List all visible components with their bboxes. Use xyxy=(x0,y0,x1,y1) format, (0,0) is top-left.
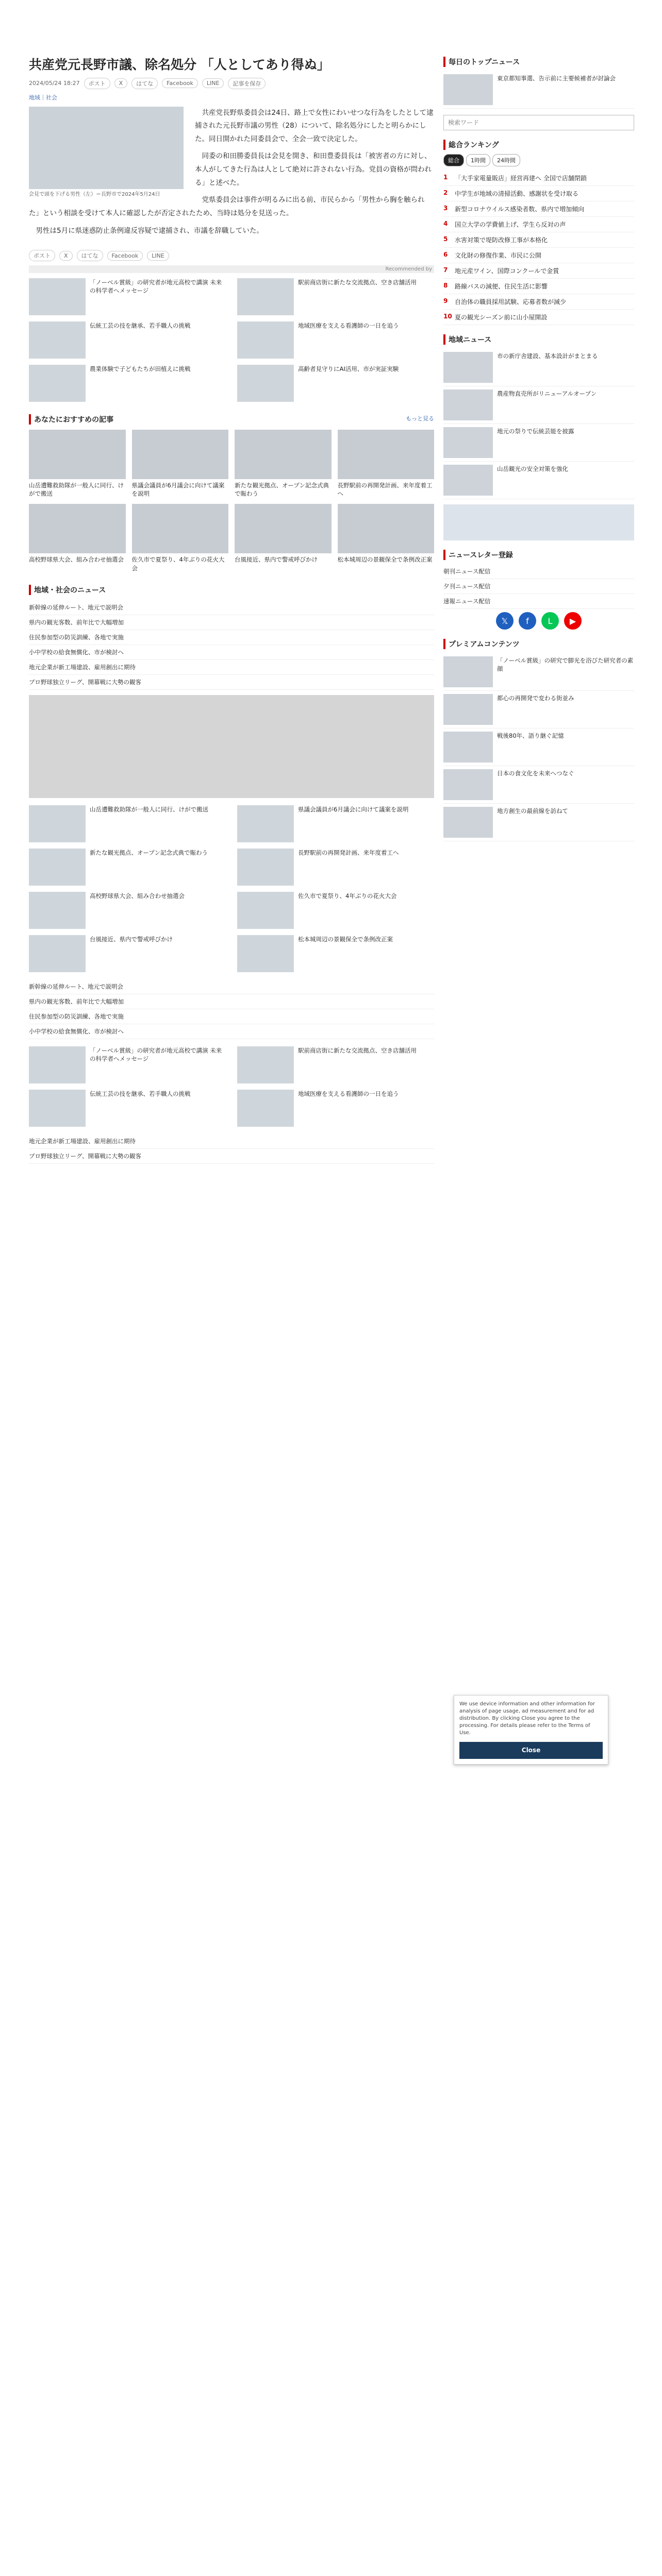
ranking-title: 総合ランキング xyxy=(443,140,634,150)
premium-card[interactable]: 都心の再開発で変わる街並み xyxy=(443,691,634,728)
save-article-button[interactable]: 記事を保存 xyxy=(228,78,266,89)
ranking-item[interactable]: 10 夏の観光シーズン前に山小屋開設 xyxy=(443,310,634,325)
feature-card[interactable]: 地域医療を支える看護師の一日を追う xyxy=(237,321,434,359)
article-photo xyxy=(29,107,184,189)
hatena-share-button[interactable]: はてな xyxy=(131,78,158,89)
feature-card[interactable]: 高齢者見守りにAI活用、市が実証実験 xyxy=(237,365,434,402)
article-tags[interactable]: 地域｜社会 xyxy=(29,94,57,101)
feature-card[interactable]: 山岳遭難救助隊が一般人に同行、けがで搬送 xyxy=(29,805,226,842)
ad-banner[interactable] xyxy=(29,695,434,798)
feature-card[interactable]: 駅前商店街に新たな交流拠点、空き店舗活用 xyxy=(237,1046,434,1083)
tab-overall[interactable]: 総合 xyxy=(443,154,464,166)
feature-card[interactable]: 長野駅前の再開発計画、来年度着工へ xyxy=(237,849,434,886)
photo-caption: 会見で頭を下げる男性（左）＝長野市で2024年5月24日 xyxy=(29,191,160,197)
share-bar xyxy=(84,78,266,89)
feature-card[interactable]: 伝統工芸の技を継承、若手職人の挑戦 xyxy=(29,1090,226,1127)
tab-1hour[interactable]: 1時間 xyxy=(466,154,490,166)
recommend-card[interactable]: 高校野球県大会、組み合わせ抽選会 xyxy=(29,504,126,572)
ranking-item[interactable]: 8 路線バスの減便、住民生活に影響 xyxy=(443,279,634,294)
ranking-item[interactable]: 2 中学生が地域の清掃活動、感謝状を受け取る xyxy=(443,186,634,201)
feature-card[interactable]: 農業体験で子どもたちが田植えに挑戦 xyxy=(29,365,226,402)
newsletter-link[interactable]: 速報ニュース配信 xyxy=(443,594,634,609)
recommend-card[interactable]: 佐久市で夏祭り、4年ぶりの花火大会 xyxy=(132,504,229,572)
article-date: 2024/05/24 18:27 xyxy=(29,80,80,87)
search-input[interactable] xyxy=(443,115,634,130)
ranking-tabs xyxy=(443,154,634,166)
text-link[interactable]: 県内の観光客数、前年比で大幅増加 xyxy=(29,615,434,630)
text-link[interactable]: 新幹線の延伸ルート、地元で説明会 xyxy=(29,600,434,615)
side-card[interactable]: 農産物直売所がリニューアルオープン xyxy=(443,386,634,424)
recommend-card[interactable]: 松本城周辺の景観保全で条例改正案 xyxy=(338,504,435,572)
feature-card[interactable]: 「ノーベル賞級」の研究者が地元高校で講演 未来の科学者へメッセージ xyxy=(29,278,226,315)
cookie-close-button[interactable]: Close xyxy=(459,1742,603,1759)
facebook-icon[interactable]: f xyxy=(519,612,536,630)
hatena-share-button-bottom[interactable]: はてな xyxy=(77,250,103,261)
x-icon[interactable]: 𝕏 xyxy=(496,612,514,630)
feature-grid xyxy=(29,278,434,402)
side-card[interactable]: 山岳観光の安全対策を強化 xyxy=(443,462,634,499)
text-link[interactable]: 地元企業が新工場建設、雇用創出に期待 xyxy=(29,660,434,675)
feature-card[interactable]: 伝統工芸の技を継承、若手職人の挑戦 xyxy=(29,321,226,359)
premium-title: プレミアムコンテンツ xyxy=(443,639,634,649)
article-body xyxy=(29,107,434,242)
article-paragraph: 党県委員会は事件が明るみに出る前、市民らから「男性から胸を触られた」という相談を受けて本人に確認したが否定されたため、当時は処分を見送った。 xyxy=(29,196,425,217)
premium-card[interactable]: 日本の食文化を未来へつなぐ xyxy=(443,766,634,804)
top-news-label: 毎日のトップニュース xyxy=(443,57,634,67)
top-headline-card[interactable]: 東京都知事選、告示前に主要候補者が討論会 xyxy=(443,71,634,109)
side-section-title: 地域ニュース xyxy=(443,334,634,345)
sidebar xyxy=(443,57,634,841)
recommend-card[interactable]: 新たな観光拠点、オープン記念式典で賑わう xyxy=(235,430,332,498)
line-icon[interactable]: L xyxy=(541,612,559,630)
text-link[interactable]: プロ野球独立リーグ、開幕戦に大勢の観客 xyxy=(29,1149,434,1164)
article-paragraph: 共産党長野県委員会は24日、路上で女性にわいせつな行為をしたとして逮捕された元長野市議の男性（28）について、除名処分にしたと明らかにした。同日開かれた同委員会で、全会一致で決定した。 xyxy=(195,108,434,143)
text-link[interactable]: 県内の観光客数、前年比で大幅増加 xyxy=(29,994,434,1009)
recommend-card[interactable]: 台風接近、県内で警戒呼びかけ xyxy=(235,504,332,572)
post-button[interactable]: ポスト xyxy=(84,78,110,89)
feature-card[interactable]: 新たな観光拠点、オープン記念式典で賑わう xyxy=(29,849,226,886)
ranking-item[interactable]: 1 「大手家電量販店」経営再建へ 全国で店舗閉鎖 xyxy=(443,171,634,186)
tab-24hour[interactable]: 24時間 xyxy=(492,154,520,166)
x-share-button[interactable]: X xyxy=(114,78,128,88)
feature-card[interactable]: 地域医療を支える看護師の一日を追う xyxy=(237,1090,434,1127)
text-link[interactable]: 小中学校の給食無償化、市が検討へ xyxy=(29,1024,434,1039)
line-share-button-bottom[interactable]: LINE xyxy=(147,251,169,261)
premium-card[interactable]: 「ノーベル賞級」の研究で脚光を浴びた研究者の素顔 xyxy=(443,653,634,691)
cookie-banner xyxy=(454,1695,608,1765)
facebook-share-button-bottom[interactable]: Facebook xyxy=(107,251,143,261)
side-card[interactable]: 市の新庁舎建設、基本設計がまとまる xyxy=(443,349,634,386)
text-link[interactable]: プロ野球独立リーグ、開幕戦に大勢の観客 xyxy=(29,675,434,690)
ranking-item[interactable]: 5 水害対策で堤防改修工事が本格化 xyxy=(443,232,634,248)
feature-card[interactable]: 高校野球県大会、組み合わせ抽選会 xyxy=(29,892,226,929)
text-link[interactable]: 小中学校の給食無償化、市が検討へ xyxy=(29,645,434,660)
youtube-icon[interactable]: ▶ xyxy=(564,612,582,630)
ad-label: Recommended by xyxy=(29,265,434,273)
side-banner[interactable] xyxy=(443,504,634,540)
text-link[interactable]: 住民参加型の防災訓練、各地で実施 xyxy=(29,630,434,645)
newsletter-title: ニュースレター登録 xyxy=(443,550,634,560)
article-paragraph: 同委の和田勝委員長は会見を開き、和田豊委員長は「被害者の方に対し、本人がしてきた行為は人として絶対に許されない行為。党員の資格が問われる」と述べた。 xyxy=(195,152,432,187)
post-button-bottom[interactable]: ポスト xyxy=(29,250,55,261)
ranking-list xyxy=(443,171,634,325)
ranking-item[interactable]: 9 自治体の職員採用試験、応募者数が減少 xyxy=(443,294,634,310)
feature-card[interactable]: 佐久市で夏祭り、4年ぶりの花火大会 xyxy=(237,892,434,929)
more-link[interactable]: もっと見る xyxy=(406,415,434,422)
recommend-card[interactable]: 山岳遭難救助隊が一般人に同行、けがで搬送 xyxy=(29,430,126,498)
text-link[interactable]: 新幹線の延伸ルート、地元で説明会 xyxy=(29,979,434,994)
text-link[interactable]: 地元企業が新工場建設、雇用創出に期待 xyxy=(29,1134,434,1149)
ranking-item[interactable]: 6 文化財の修復作業、市民に公開 xyxy=(443,248,634,263)
feature-card[interactable]: 駅前商店街に新たな交流拠点、空き店舗活用 xyxy=(237,278,434,315)
feature-card[interactable]: 「ノーベル賞級」の研究者が地元高校で講演 未来の科学者へメッセージ xyxy=(29,1046,226,1083)
x-share-button-bottom[interactable]: X xyxy=(59,251,73,261)
feature-card[interactable]: 松本城周辺の景観保全で条例改正案 xyxy=(237,935,434,972)
facebook-share-button[interactable]: Facebook xyxy=(162,78,198,88)
premium-card[interactable]: 地方創生の最前線を訪ねて xyxy=(443,804,634,841)
article-title: 共産党元長野市議、除名処分 「人としてあり得ぬ」 xyxy=(29,57,330,72)
feature-card[interactable]: 台風接近、県内で警戒呼びかけ xyxy=(29,935,226,972)
recommend-card[interactable]: 県議会議員が6月議会に向けて議案を説明 xyxy=(132,430,229,498)
premium-card[interactable]: 戦後80年、語り継ぐ記憶 xyxy=(443,728,634,766)
recommend-grid xyxy=(29,430,434,572)
side-card[interactable]: 地元の祭りで伝統芸能を披露 xyxy=(443,424,634,462)
main-column xyxy=(29,57,434,1164)
ranking-item[interactable]: 7 地元産ワイン、国際コンクールで金賞 xyxy=(443,263,634,279)
feature-card[interactable]: 県議会議員が6月議会に向けて議案を説明 xyxy=(237,805,434,842)
recommend-card[interactable]: 長野駅前の再開発計画、来年度着工へ xyxy=(338,430,435,498)
social-links xyxy=(443,612,634,630)
cookie-text: We use device information and other information for analysis of page usage, ad measurement and for ad distribution. By clicking Close you agree to the processing. For details please refer to the Terms of Use. xyxy=(459,1701,595,1736)
regional-section-title: 地域・社会のニュース xyxy=(29,585,434,595)
line-share-button[interactable]: LINE xyxy=(202,78,224,88)
recommend-section-title: あなたにおすすめの記事 もっと見る xyxy=(29,414,434,425)
newsletter-link[interactable]: 朝刊ニュース配信 xyxy=(443,564,634,579)
ranking-item[interactable]: 4 国立大学の学費値上げ、学生ら反対の声 xyxy=(443,217,634,232)
newsletter-link[interactable]: 夕刊ニュース配信 xyxy=(443,579,634,594)
text-link-list xyxy=(29,600,434,690)
text-link[interactable]: 住民参加型の防災訓練、各地で実施 xyxy=(29,1009,434,1024)
article-paragraph: 男性は5月に県迷惑防止条例違反容疑で逮捕され、市議を辞職していた。 xyxy=(36,226,263,235)
ranking-item[interactable]: 3 新型コロナウイルス感染者数、県内で増加傾向 xyxy=(443,201,634,217)
